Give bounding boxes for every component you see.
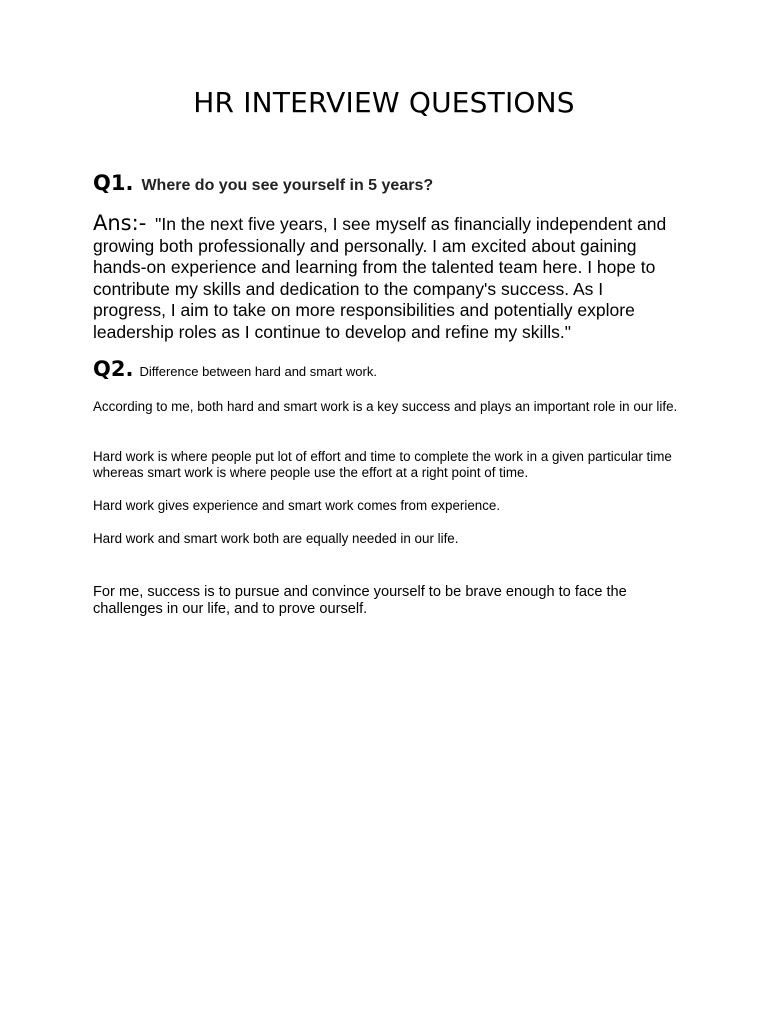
question-2-text: Difference between hard and smart work. <box>139 364 377 379</box>
answer-1 <box>93 213 678 343</box>
question-1 <box>93 171 683 195</box>
question-2 <box>93 357 683 381</box>
answer-2-paragraph: According to me, both hard and smart work is a key success and plays an important role in our life. <box>93 399 678 414</box>
page-title: HR INTERVIEW QUESTIONS <box>193 86 575 119</box>
question-2-number: Q2. <box>93 357 134 381</box>
answer-2-paragraph: Hard work gives experience and smart work comes from experience. <box>93 498 501 513</box>
question-1-number: Q1. <box>93 171 134 195</box>
answer-2-paragraph: Hard work and smart work both are equally needed in our life. <box>93 531 459 546</box>
answer-1-text: "In the next five years, I see myself as financially independent and growing both professionally and personally. I am excited about gaining hands-on experience and learning from the talented team here. I hope to contribute my skills and dedication to the company's success. As I progress, I aim to take on more responsibilities and potentially explore leadership roles as I continue to develop and refine my skills." <box>93 214 667 342</box>
answer-1-label: Ans:- <box>93 211 147 235</box>
answer-2-paragraph: Hard work is where people put lot of effort and time to complete the work in a given particular time whereas smart work is where people use the effort at a right point of time. <box>93 449 672 480</box>
question-1-text: Where do you see yourself in 5 years? <box>141 177 434 194</box>
closing-paragraph: For me, success is to pursue and convince yourself to be brave enough to face the challenges in our life, and to prove ourself. <box>93 584 627 617</box>
